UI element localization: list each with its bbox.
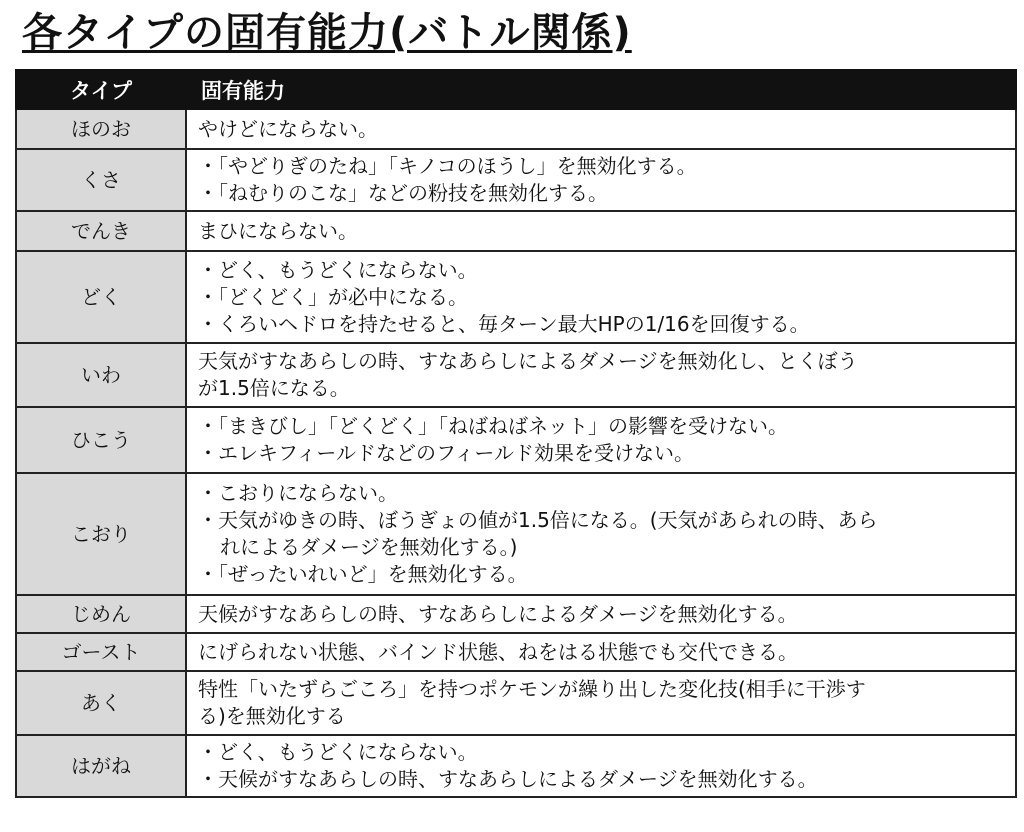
table-body (16, 109, 1016, 797)
type-cell: あく (16, 671, 186, 735)
ability-line: ・「やどりぎのたね」「キノコのほうし」を無効化する。 (198, 154, 697, 178)
ability-line: ・「どくどく」が必中になる。 (198, 284, 468, 309)
type-cell: どく (16, 251, 186, 343)
ability-line: にげられない状態、バインド状態、ねをはる状態でも交代できる。 (198, 639, 798, 664)
ability-line: 特性「いたずらごころ」を持つポケモンが繰り出した変化技(相手に干渉す (198, 677, 866, 701)
header-type: タイプ (16, 70, 186, 109)
table-row (16, 149, 1016, 211)
ability-cell (186, 473, 1016, 595)
ability-line: ・「ぜったいれいど」を無効化する。 (198, 562, 528, 586)
ability-cell (186, 109, 1016, 149)
ability-cell (186, 211, 1016, 251)
type-cell: じめん (16, 595, 186, 633)
ability-cell (186, 251, 1016, 343)
table-row (16, 735, 1016, 797)
table-row (16, 473, 1016, 595)
ability-line: が1.5倍になる。 (198, 376, 350, 400)
type-cell: こおり (16, 473, 186, 595)
type-cell: いわ (16, 343, 186, 407)
ability-line: ・天気がゆきの時、ぼうぎょの値が1.5倍になる。(天気があられの時、あら (198, 508, 878, 532)
type-cell: はがね (16, 735, 186, 797)
ability-line: ・「まきびし」「どくどく」「ねばねばネット」の影響を受けない。 (198, 414, 788, 438)
ability-line: ・くろいヘドロを持たせると、毎ターン最大HPの1/16を回復する。 (198, 311, 810, 336)
ability-line: ・どく、もうどくにならない。 (198, 740, 478, 764)
ability-line: ・天候がすなあらしの時、すなあらしによるダメージを無効化する。 (198, 767, 818, 791)
type-cell: ゴースト (16, 633, 186, 671)
ability-cell (186, 595, 1016, 633)
ability-cell (186, 149, 1016, 211)
table-row (16, 595, 1016, 633)
table-row (16, 407, 1016, 473)
ability-cell (186, 735, 1016, 797)
table-row (16, 343, 1016, 407)
table-row (16, 211, 1016, 251)
header-ability: 固有能力 (186, 70, 1016, 109)
page-title: 各タイプの固有能力(バトル関係) (22, 10, 632, 56)
type-cell: ひこう (16, 407, 186, 473)
ability-cell (186, 671, 1016, 735)
table-row (16, 251, 1016, 343)
ability-line: ・「ねむりのこな」などの粉技を無効化する。 (198, 181, 608, 205)
ability-line: 天気がすなあらしの時、すなあらしによるダメージを無効化し、とくぼう (198, 349, 858, 373)
table-row (16, 671, 1016, 735)
ability-line: 天候がすなあらしの時、すなあらしによるダメージを無効化する。 (198, 601, 798, 626)
type-ability-table (15, 69, 1017, 798)
ability-line: れによるダメージを無効化する。) (220, 535, 518, 559)
type-cell: でんき (16, 211, 186, 251)
ability-line: やけどにならない。 (198, 116, 378, 141)
ability-cell (186, 407, 1016, 473)
ability-line: ・どく、もうどくにならない。 (198, 257, 478, 282)
table-row (16, 109, 1016, 149)
table-header-row (16, 70, 1016, 109)
ability-line: まひにならない。 (198, 218, 358, 243)
type-cell: ほのお (16, 109, 186, 149)
table-row (16, 633, 1016, 671)
ability-cell (186, 633, 1016, 671)
ability-cell (186, 343, 1016, 407)
ability-line: る)を無効化する (198, 704, 346, 728)
type-cell: くさ (16, 149, 186, 211)
ability-line: ・こおりにならない。 (198, 481, 398, 505)
ability-line: ・エレキフィールドなどのフィールド効果を受けない。 (198, 441, 694, 465)
